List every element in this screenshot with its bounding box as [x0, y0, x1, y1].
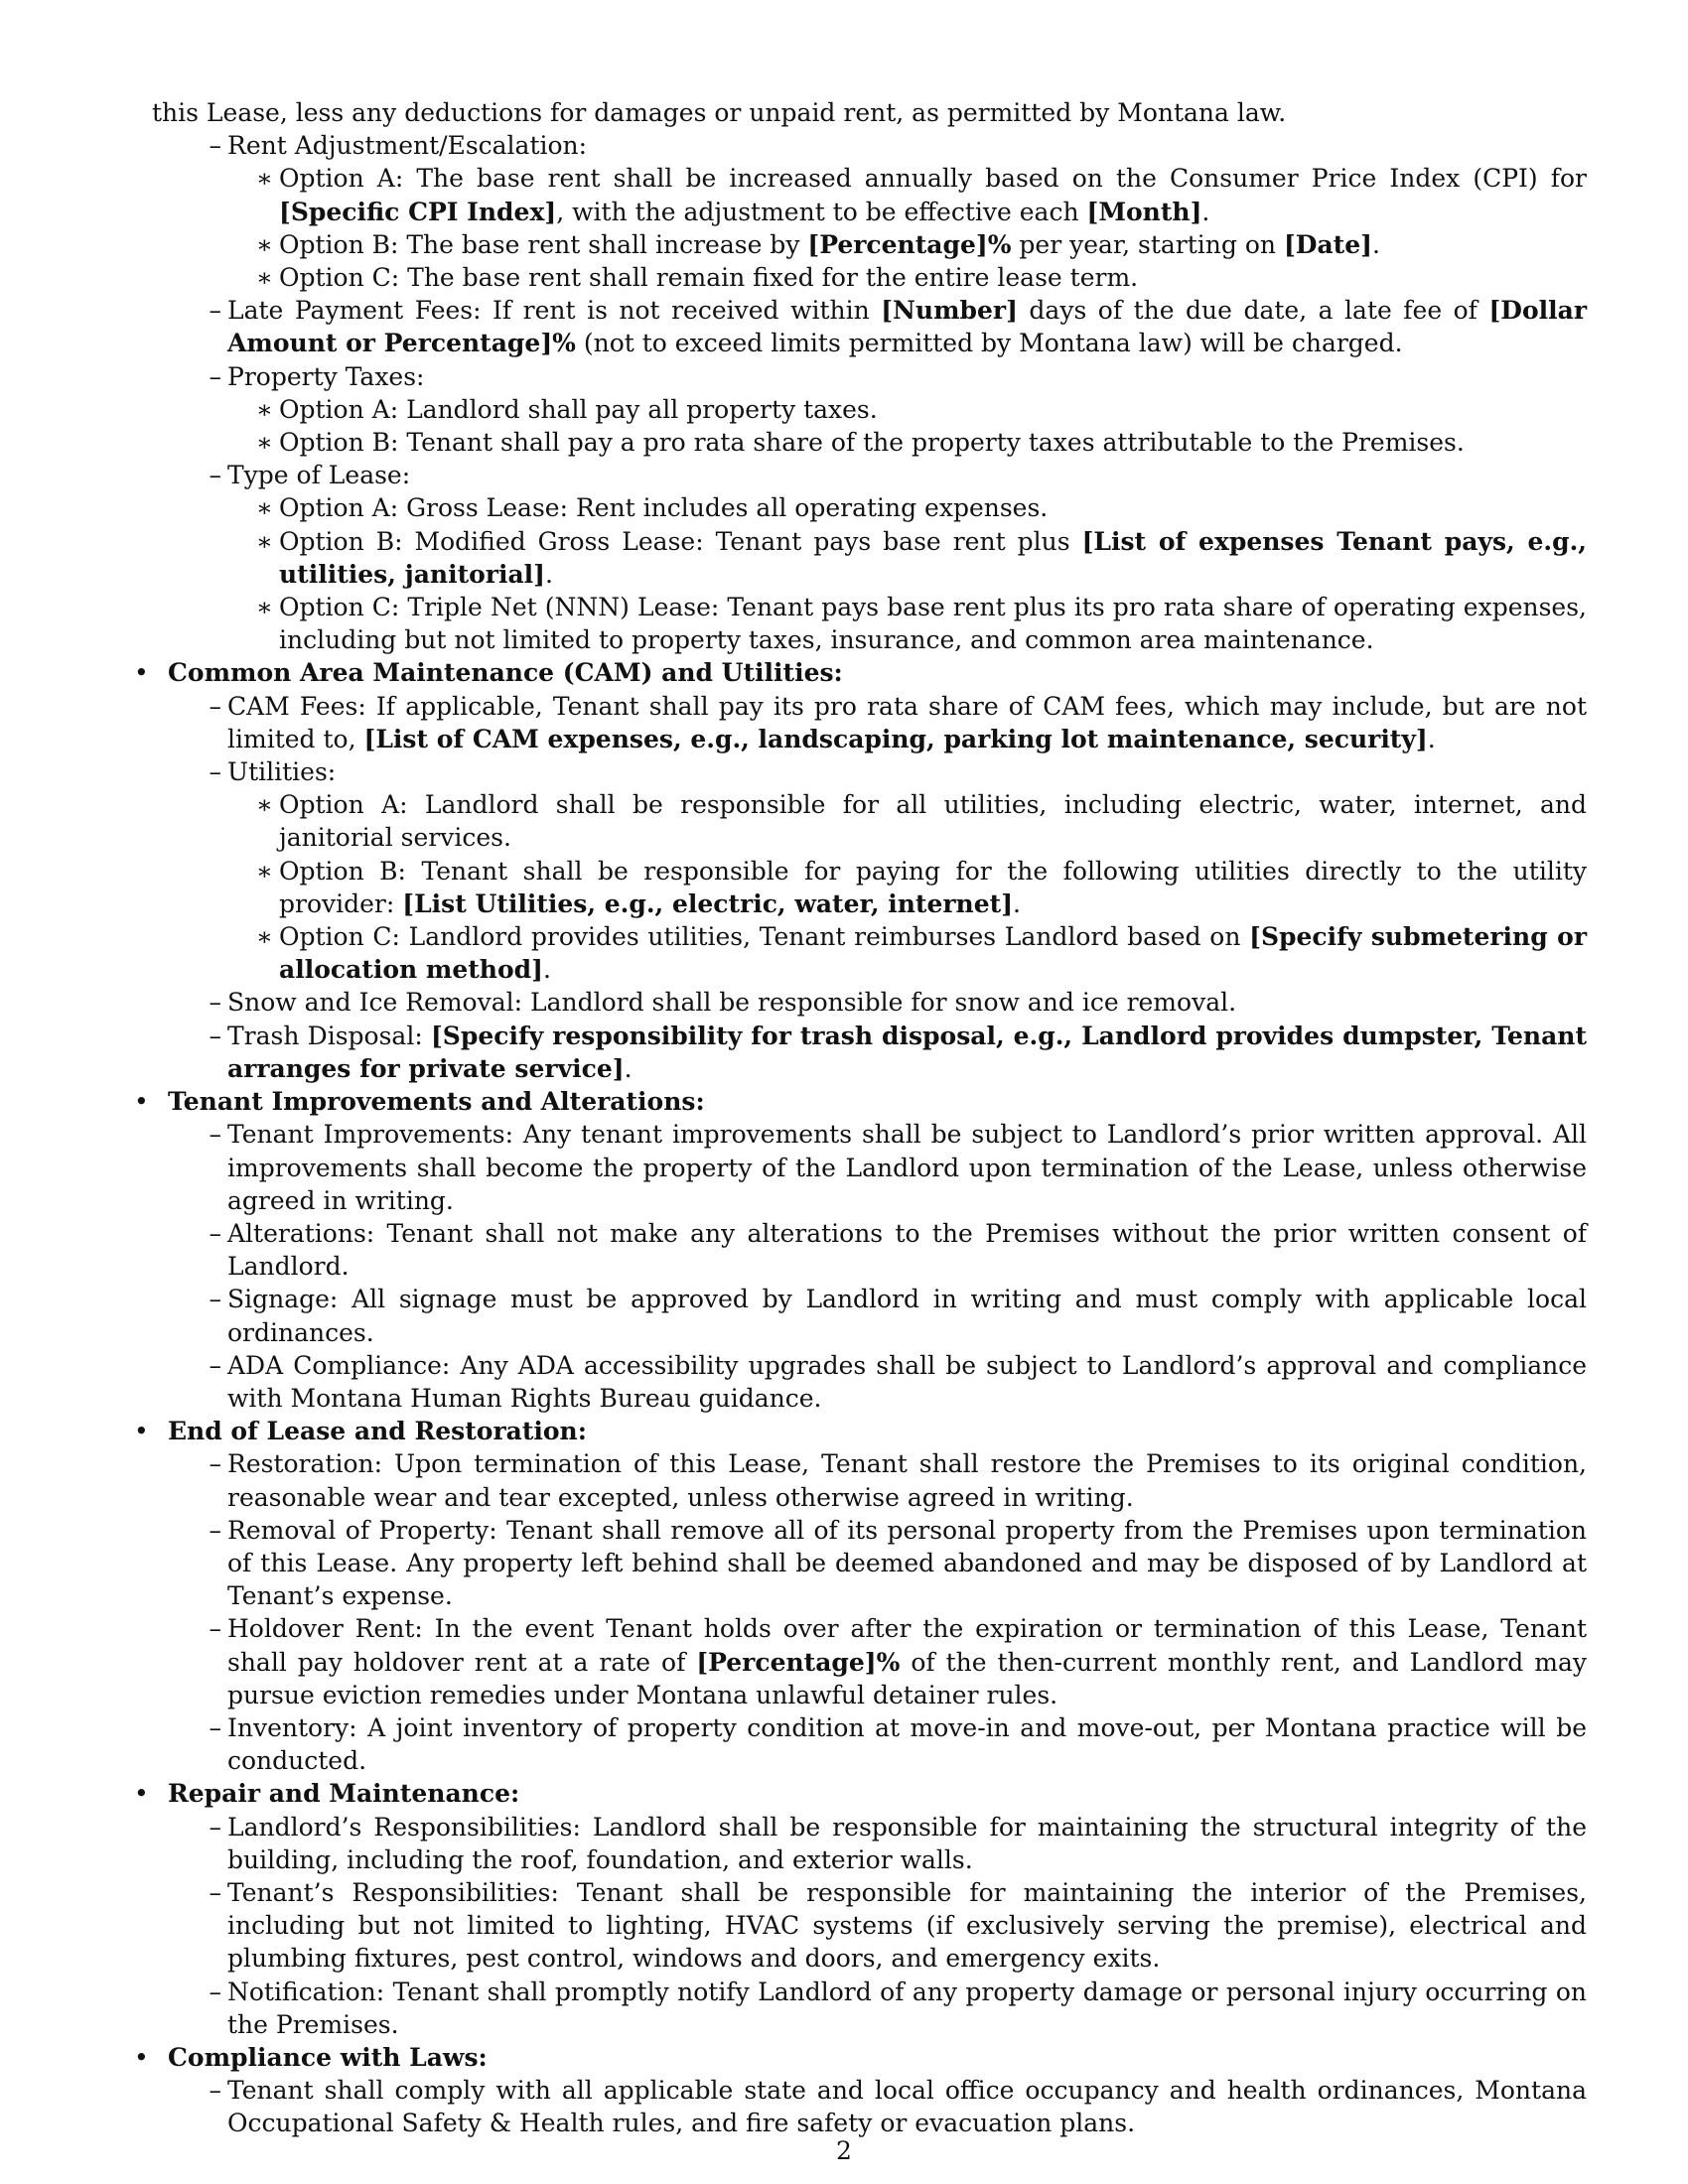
asterisk-marker: ∗	[256, 428, 273, 458]
sub-list-item	[152, 855, 1587, 920]
dash-marker: –	[209, 691, 221, 721]
text-run: Option A: The base rent shall be increased annually based on the Consumer Price Index (CPI) for	[279, 164, 1587, 194]
text-run: , with the adjustment to be effective each	[556, 197, 1087, 226]
text-run: Rent Adjustment/Escalation:	[227, 131, 588, 161]
dash-marker: –	[209, 1977, 221, 2006]
section-heading-item	[134, 1085, 1587, 1118]
document-body	[134, 96, 1588, 2140]
bold-text: [List of expenses Tenant pays, e.g., utilities, janitorial]	[279, 526, 1587, 589]
asterisk-marker: ∗	[256, 164, 273, 194]
dash-marker: –	[209, 1449, 221, 1479]
sub-list-item	[152, 491, 1587, 524]
text-run: .	[624, 1053, 633, 1083]
text-run: Option C: Landlord provides utilities, Tenant reimburses Landlord based on	[279, 922, 1250, 952]
bullet-marker: •	[134, 658, 149, 688]
list-item	[152, 690, 1587, 755]
list-item	[152, 1283, 1587, 1348]
list-item	[152, 1976, 1587, 2041]
list-item	[152, 1612, 1587, 1711]
text-run: Option C: Triple Net (NNN) Lease: Tenant pays base rent plus its pro rata share of operating expenses, including but not limited to property taxes, insurance, and common area maintenance.	[279, 593, 1587, 655]
bullet-marker: •	[134, 2042, 149, 2072]
bold-text: End of Lease and Restoration:	[168, 1417, 587, 1446]
dash-marker: –	[209, 988, 221, 1018]
text-run: of the then-current monthly rent, and Landlord may pursue eviction remedies under Montana unlawful detainer rules.	[227, 1647, 1587, 1709]
dash-marker: –	[209, 1515, 221, 1545]
text-run: Trash Disposal:	[227, 1021, 431, 1050]
text-run: Tenant shall comply with all applicable state and local office occupancy and health ordinances, Montana Occupational Safety & Health rules, and fire safety or evacuation plans.	[227, 2076, 1587, 2138]
asterisk-marker: ∗	[256, 263, 273, 293]
text-run: Inventory: A joint inventory of property condition at move-in and move-out, per Montana practice will be conducted.	[227, 1712, 1587, 1776]
section-heading-item	[134, 2041, 1587, 2074]
text-run: Holdover Rent: In the event Tenant holds over after the expiration or termination of this Lease, Tenant shall pay holdover rent at a rate of	[227, 1614, 1587, 1677]
sub-list-item	[152, 162, 1587, 227]
text-run: Option A: Gross Lease: Rent includes all operating expenses.	[279, 493, 1049, 523]
asterisk-marker: ∗	[256, 493, 273, 523]
bold-text: [Percentage]%	[807, 229, 1012, 259]
list-item	[152, 1876, 1587, 1976]
dash-marker: –	[209, 296, 221, 326]
text-run: per year, starting on	[1011, 229, 1284, 259]
text-run: Option B: Modified Gross Lease: Tenant pays base rent plus	[279, 526, 1082, 556]
list-item	[152, 360, 1587, 393]
list-item	[152, 129, 1587, 162]
bold-text: Repair and Maintenance:	[168, 1779, 520, 1809]
list-item	[152, 459, 1587, 491]
sub-list-item	[152, 426, 1587, 459]
bold-text: [Month]	[1086, 197, 1202, 226]
text-run: Option B: The base rent shall increase by	[279, 229, 808, 259]
bold-text: [Specify submetering or allocation method]	[279, 922, 1587, 985]
sub-list-item	[152, 591, 1587, 656]
text-run: Option A: Landlord shall pay all property taxes.	[279, 394, 878, 424]
dash-marker: –	[209, 461, 221, 490]
text-run: ADA Compliance: Any ADA accessibility upgrades shall be subject to Landlord’s approval and compliance with Montana Human Rights Bureau guidance.	[227, 1350, 1587, 1413]
text-run: Landlord’s Responsibilities: Landlord shall be responsible for maintaining the structural integrity of the building, including the roof, foundation, and exterior walls.	[227, 1812, 1587, 1874]
text-run: Restoration: Upon termination of this Lease, Tenant shall restore the Premises to its original condition, reasonable wear and tear excepted, unless otherwise agreed in writing.	[227, 1449, 1587, 1512]
sub-list-item	[152, 525, 1587, 591]
text-run: Late Payment Fees: If rent is not received within	[227, 296, 882, 326]
list-item	[152, 1118, 1587, 1217]
text-run: .	[1013, 888, 1021, 918]
list-item	[152, 294, 1587, 359]
dash-marker: –	[209, 757, 221, 787]
bold-text: [Date]	[1283, 229, 1372, 259]
bold-text: [List Utilities, e.g., electric, water, internet]	[402, 888, 1014, 918]
text-run: Property Taxes:	[227, 361, 425, 391]
section-heading-item	[134, 656, 1587, 689]
text-run: .	[1427, 724, 1436, 753]
list-item	[152, 1217, 1587, 1283]
text-run: this Lease, less any deductions for damages or unpaid rent, as permitted by Montana law.	[152, 98, 1287, 127]
text-run: .	[1371, 229, 1380, 259]
bold-text: [Number]	[881, 296, 1018, 326]
text-run: .	[542, 955, 551, 985]
bold-text: Common Area Maintenance (CAM) and Utilities:	[168, 658, 843, 688]
bold-text: [Dollar Amount or Percentage]%	[227, 296, 1588, 358]
bullet-marker: •	[134, 1087, 149, 1117]
text-run: Option C: The base rent shall remain fixed for the entire lease term.	[279, 263, 1139, 293]
paragraph	[152, 96, 1587, 129]
list-item	[152, 1711, 1587, 1777]
text-run: Option B: Tenant shall pay a pro rata share of the property taxes attributable to the Premises.	[279, 428, 1465, 458]
text-run: Utilities:	[227, 757, 337, 787]
text-run: CAM Fees: If applicable, Tenant shall pay its pro rata share of CAM fees, which may include, but are not limited to,	[227, 691, 1587, 753]
asterisk-marker: ∗	[256, 593, 273, 622]
asterisk-marker: ∗	[256, 526, 273, 556]
list-item	[152, 755, 1587, 788]
list-item	[152, 1514, 1587, 1613]
asterisk-marker: ∗	[256, 394, 273, 424]
sub-list-item	[152, 788, 1587, 854]
dash-marker: –	[209, 1614, 221, 1644]
asterisk-marker: ∗	[256, 856, 273, 886]
page-number: 2	[836, 2136, 852, 2165]
dash-marker: –	[209, 1877, 221, 1907]
asterisk-marker: ∗	[256, 229, 273, 259]
sub-list-item	[152, 393, 1587, 426]
dash-marker: –	[209, 2076, 221, 2106]
bold-text: [Specify responsibility for trash disposal, e.g., Landlord provides dumpster, Tenant arranges for private service]	[227, 1021, 1587, 1083]
sub-list-item	[152, 228, 1587, 261]
section-heading-item	[134, 1777, 1587, 1810]
dash-marker: –	[209, 1712, 221, 1742]
sub-list-item	[152, 261, 1587, 294]
dash-marker: –	[209, 1350, 221, 1380]
bold-text: Tenant Improvements and Alterations:	[168, 1087, 705, 1117]
text-run: Option A: Landlord shall be responsible for all utilities, including electric, water, internet, and janitorial services.	[279, 790, 1587, 853]
text-run: Type of Lease:	[227, 461, 411, 490]
list-item	[152, 1020, 1587, 1085]
list-item	[152, 1447, 1587, 1513]
text-run: Alterations: Tenant shall not make any alterations to the Premises without the prior written consent of Landlord.	[227, 1218, 1587, 1282]
list-item	[152, 986, 1587, 1019]
text-run: days of the due date, a late fee of	[1017, 296, 1489, 326]
bold-text: [List of CAM expenses, e.g., landscaping, parking lot maintenance, security]	[363, 724, 1428, 753]
text-run: Signage: All signage must be approved by Landlord in writing and must comply with applicable local ordinances.	[227, 1285, 1587, 1347]
dash-marker: –	[209, 131, 221, 161]
bold-text: [Specific CPI Index]	[279, 197, 557, 226]
bullet-marker: •	[134, 1779, 149, 1809]
bullet-marker: •	[134, 1417, 149, 1446]
section-heading-item	[134, 1415, 1587, 1447]
asterisk-marker: ∗	[256, 922, 273, 952]
bold-text: [Percentage]%	[696, 1647, 901, 1677]
text-run: Tenant’s Responsibilities: Tenant shall be responsible for maintaining the interior of the Premises, including but not limited to lighting, HVAC systems (if exclusively serving the premise), electrical and plumbing fixtures, pest control, windows and doors, and emergency exits.	[227, 1877, 1587, 1974]
asterisk-marker: ∗	[256, 790, 273, 820]
list-item	[152, 1349, 1587, 1415]
text-run: Snow and Ice Removal: Landlord shall be responsible for snow and ice removal.	[227, 988, 1237, 1018]
dash-marker: –	[209, 1285, 221, 1314]
text-run: Removal of Property: Tenant shall remove all of its personal property from the Premises upon termination of this Lease. Any property left behind shall be deemed abandoned and may be disposed of by Landlord at Tenant’s expense.	[227, 1515, 1587, 1611]
text-run: .	[544, 559, 553, 589]
text-run: .	[1201, 197, 1210, 226]
list-item	[152, 1811, 1587, 1876]
bold-text: Compliance with Laws:	[168, 2042, 488, 2072]
list-item	[152, 2074, 1587, 2139]
dash-marker: –	[209, 1812, 221, 1842]
dash-marker: –	[209, 361, 221, 391]
text-run: Option B: Tenant shall be responsible for paying for the following utilities directly to the utility provider:	[279, 856, 1587, 918]
dash-marker: –	[209, 1218, 221, 1248]
text-run: (not to exceed limits permitted by Montana law) will be charged.	[575, 329, 1403, 358]
text-run: Notification: Tenant shall promptly notify Landlord of any property damage or personal injury occurring on the Premises.	[227, 1977, 1587, 2039]
dash-marker: –	[209, 1021, 221, 1050]
dash-marker: –	[209, 1120, 221, 1150]
sub-list-item	[152, 920, 1587, 986]
text-run: Tenant Improvements: Any tenant improvements shall be subject to Landlord’s prior written approval. All improvements shall become the property of the Landlord upon termination of the Lease, unless otherwise agreed in writing.	[227, 1120, 1587, 1215]
